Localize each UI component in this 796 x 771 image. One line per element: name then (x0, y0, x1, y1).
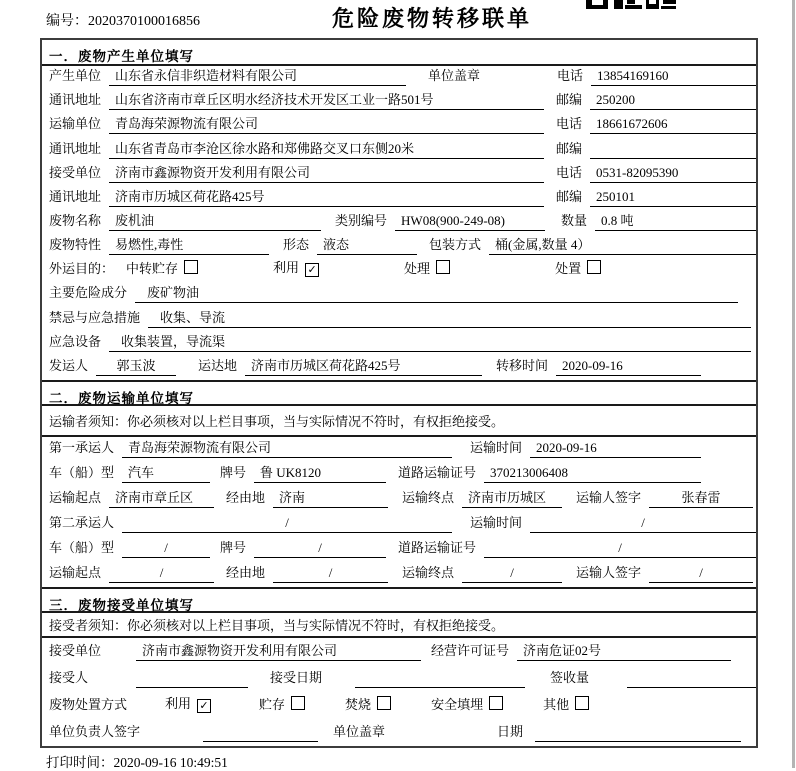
receive-date-value (355, 684, 525, 688)
waste-name-value: 废机油 (109, 210, 321, 231)
first-carrier-label: 第一承运人 (49, 439, 115, 455)
row-producer-address (42, 90, 756, 114)
method-use-label: 利用 (165, 695, 192, 711)
origin-label: 运输起点 (49, 489, 102, 505)
phone-label: 电话 (556, 116, 583, 132)
method-landfill-option (431, 694, 503, 715)
print-time-value: 2020-09-16 10:49:51 (113, 755, 228, 770)
row-second-route (42, 562, 756, 587)
category-code-value: HW08(900-249-08) (395, 213, 545, 231)
receive-unit-label: 接受单位 (49, 642, 102, 658)
row-first-vehicle (42, 462, 756, 487)
unit-seal-label: 单位盖章 (428, 68, 481, 84)
transfer-time-value: 2020-09-16 (556, 358, 701, 376)
second-terminal-value: / (462, 565, 562, 583)
purpose-treat-checkbox (436, 260, 450, 274)
leader-sign-label: 单位负责人签字 (49, 723, 141, 739)
receive-unit-value: 济南市鑫源物资开发利用有限公司 (109, 162, 544, 183)
via-label: 经由地 (226, 564, 266, 580)
taboo-value: 收集、导流 (148, 307, 751, 328)
packing-label: 包装方式 (429, 237, 482, 253)
receiver-zip-value: 250101 (590, 189, 756, 207)
second-carrier-sign-value: / (649, 565, 753, 583)
section-producer-title: 一．废物产生单位填写 (42, 40, 756, 66)
zip-label: 邮编 (556, 92, 583, 108)
second-vehicle-value: / (122, 540, 210, 558)
taboo-label: 禁忌与应急措施 (49, 309, 141, 325)
first-carrier-sign-value: 张春雷 (649, 487, 753, 508)
row-receiver-address (42, 187, 756, 211)
method-other-option (543, 694, 589, 715)
method-landfill-label: 安全填埋 (431, 696, 484, 712)
phone-label: 电话 (556, 68, 583, 84)
main-hazard-value: 废矿物油 (135, 282, 738, 303)
vehicle-type-label: 车（船）型 (49, 539, 115, 555)
transport-time-label: 运输时间 (470, 514, 523, 530)
method-landfill-checkbox (489, 696, 503, 710)
receipt-amount-value (627, 684, 756, 688)
purpose-dispose-option (555, 258, 601, 279)
form-value: 液态 (317, 234, 417, 255)
method-use-checkbox: ✓ (197, 699, 211, 713)
section-transport-title: 二．废物运输单位填写 (42, 380, 756, 406)
second-permit-value: / (484, 540, 756, 558)
first-plate-value: 鲁 UK8120 (254, 462, 386, 483)
transfer-form (40, 38, 758, 748)
row-sender (42, 356, 756, 380)
purpose-dispose-label: 处置 (555, 261, 582, 277)
category-code-label: 类别编号 (335, 212, 388, 228)
waste-name-label: 废物名称 (49, 212, 102, 228)
waste-trait-value: 易燃性,毒性 (109, 234, 269, 255)
address-label: 通讯地址 (49, 140, 102, 156)
second-carrier-value: / (122, 515, 452, 533)
waste-trait-label: 废物特性 (49, 237, 102, 253)
producer-address-value: 山东省济南市章丘区明水经济技术开发区工业一路501号 (109, 89, 544, 110)
row-leader-sign (42, 719, 756, 746)
receiver-notice: 接受者须知：你必须核对以上栏目事项，当与实际情况不符时，有权拒绝接受。 (42, 613, 756, 638)
purpose-use-label: 利用 (273, 260, 300, 276)
transporter-zip-value (590, 155, 756, 159)
first-carrier-value: 青岛海荣源物流有限公司 (122, 437, 452, 458)
address-label: 通讯地址 (49, 92, 102, 108)
terminal-label: 运输终点 (402, 489, 455, 505)
print-time (46, 751, 228, 771)
transporter-address-value: 山东省青岛市李沧区徐水路和郑佛路交叉口东侧20米 (109, 138, 544, 159)
serial-value: 2020370100016856 (88, 14, 200, 29)
plate-no-label: 牌号 (220, 464, 247, 480)
producer-zip-value: 250200 (590, 92, 756, 110)
origin-label: 运输起点 (49, 564, 102, 580)
transport-time-label: 运输时间 (470, 439, 523, 455)
emergency-equipment-value: 收集装置，导流渠 (109, 331, 751, 352)
row-second-carrier (42, 512, 756, 537)
produce-unit-label: 产生单位 (49, 68, 102, 84)
row-disposal-method (42, 692, 756, 719)
method-burn-checkbox (377, 696, 391, 710)
zip-label: 邮编 (556, 140, 583, 156)
serial-label: 编号： (46, 14, 88, 29)
destination-value: 济南市历城区荷花路425号 (245, 355, 482, 376)
method-other-label: 其他 (543, 696, 570, 712)
plate-no-label: 牌号 (220, 539, 247, 555)
method-other-checkbox (575, 696, 589, 710)
row-waste-name (42, 211, 756, 235)
receiver-person-label: 接受人 (49, 669, 89, 685)
transporter-phone-value: 18661672606 (590, 116, 756, 134)
purpose-transfer-checkbox (184, 260, 198, 274)
receiver-phone-value: 0531-82095390 (590, 165, 756, 183)
business-license-value: 济南危证02号 (517, 640, 731, 661)
row-main-hazard (42, 283, 756, 307)
row-transporter-address (42, 138, 756, 162)
terminal-label: 运输终点 (402, 564, 455, 580)
carrier-sign-label: 运输人签字 (576, 489, 642, 505)
sign-date-value (535, 738, 741, 742)
receiver-unit-value: 济南市鑫源物资开发利用有限公司 (136, 640, 421, 661)
producer-phone-value: 13854169160 (591, 68, 756, 86)
quantity-value: 0.8 吨 (595, 210, 756, 231)
method-use-option (165, 693, 211, 715)
phone-label: 电话 (556, 164, 583, 180)
receipt-amount-label: 签收量 (550, 669, 590, 685)
row-transport-unit (42, 114, 756, 138)
transport-unit-value: 青岛海荣源物流有限公司 (109, 113, 544, 134)
road-permit-label: 道路运输证号 (398, 464, 477, 480)
row-emergency-equipment (42, 332, 756, 356)
row-out-purpose (42, 259, 756, 283)
purpose-transfer-option (126, 258, 198, 279)
method-store-option (259, 694, 305, 715)
via-label: 经由地 (226, 489, 266, 505)
purpose-use-checkbox: ✓ (305, 263, 319, 277)
section-receiver-title: 三．废物接受单位填写 (42, 587, 756, 613)
purpose-use-option (273, 257, 319, 279)
road-permit-label: 道路运输证号 (398, 539, 477, 555)
packing-value: 桶(金属,数量 4） (489, 234, 756, 255)
receiver-address-value: 济南市历城区荷花路425号 (109, 186, 544, 207)
row-receiver-person (42, 665, 756, 692)
method-burn-label: 焚烧 (345, 696, 372, 712)
disposal-method-label: 废物处置方式 (49, 696, 128, 712)
first-terminal-value: 济南市历城区 (462, 487, 562, 508)
transport-unit-label: 运输单位 (49, 116, 102, 132)
first-transport-time-value: 2020-09-16 (530, 440, 701, 458)
row-taboo (42, 307, 756, 331)
leader-sign-value (203, 738, 318, 742)
purpose-treat-label: 处理 (404, 261, 431, 277)
transfer-time-label: 转移时间 (496, 357, 549, 373)
row-receiver-unit (42, 638, 756, 665)
row-first-carrier (42, 437, 756, 462)
second-via-value: / (273, 565, 388, 583)
purpose-transfer-label: 中转贮存 (126, 261, 179, 277)
print-time-label: 打印时间： (46, 755, 114, 770)
second-transport-time-value: / (530, 515, 756, 533)
sender-label: 发运人 (49, 357, 89, 373)
section-transport (42, 380, 756, 587)
first-vehicle-value: 汽车 (122, 462, 210, 483)
row-second-vehicle (42, 537, 756, 562)
receiver-person-value (136, 684, 248, 688)
unit-seal-label: 单位盖章 (333, 723, 386, 739)
first-origin-value: 济南市章丘区 (109, 487, 214, 508)
serial-number (46, 10, 200, 30)
out-purpose-label: 外运目的： (49, 261, 115, 277)
form-label: 形态 (283, 237, 310, 253)
section-receiver (42, 587, 756, 746)
section-producer (42, 40, 756, 380)
method-store-label: 贮存 (259, 696, 286, 712)
receive-date-label: 接受日期 (270, 669, 323, 685)
produce-unit-value: 山东省永信非织造材料有限公司 (109, 65, 406, 86)
date-label: 日期 (497, 723, 524, 739)
zip-label: 邮编 (556, 188, 583, 204)
sender-value: 郭玉波 (96, 355, 176, 376)
second-carrier-label: 第二承运人 (49, 514, 115, 530)
row-first-route (42, 487, 756, 512)
document-header (0, 0, 796, 38)
row-produce-unit (42, 66, 756, 90)
emergency-equipment-label: 应急设备 (49, 333, 102, 349)
main-hazard-label: 主要危险成分 (49, 285, 128, 301)
destination-label: 运达地 (198, 357, 238, 373)
row-receive-unit (42, 163, 756, 187)
second-plate-value: / (254, 540, 386, 558)
page-edge-divider (792, 0, 795, 768)
receive-unit-label: 接受单位 (49, 164, 102, 180)
page-title: 危险废物转移联单 (332, 6, 533, 31)
carrier-sign-label: 运输人签字 (576, 564, 642, 580)
method-burn-option (345, 694, 391, 715)
quantity-label: 数量 (561, 212, 588, 228)
method-store-checkbox (291, 696, 305, 710)
first-via-value: 济南 (273, 487, 388, 508)
purpose-treat-option (404, 258, 450, 279)
purpose-dispose-checkbox (587, 260, 601, 274)
business-license-label: 经营许可证号 (431, 642, 510, 658)
transport-notice: 运输者须知：你必须核对以上栏目事项，当与实际情况不符时，有权拒绝接受。 (42, 406, 756, 437)
address-label: 通讯地址 (49, 188, 102, 204)
vehicle-type-label: 车（船）型 (49, 464, 115, 480)
row-waste-trait (42, 235, 756, 259)
qr-code-fragment-icon (586, 0, 676, 10)
second-origin-value: / (109, 565, 214, 583)
first-permit-value: 370213006408 (484, 465, 701, 483)
